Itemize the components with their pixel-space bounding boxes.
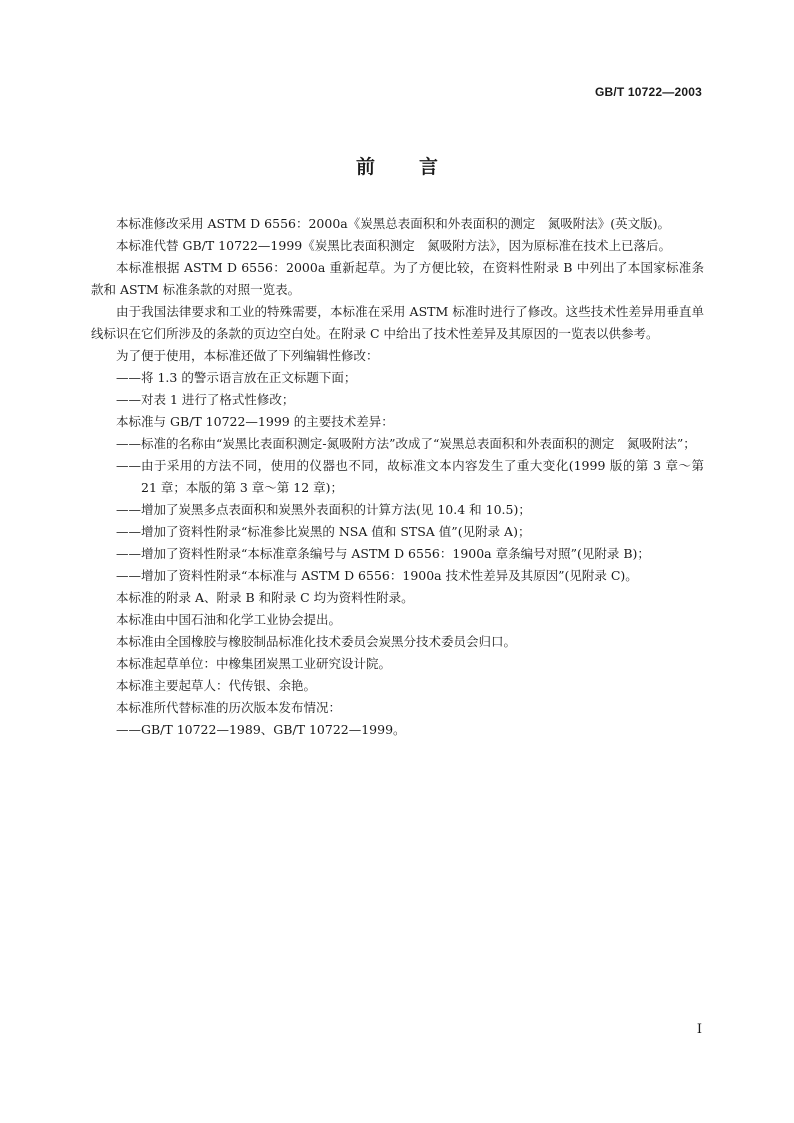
page-number: I [696,1022,702,1037]
paragraph: 本标准由中国石油和化学工业协会提出。 [116,612,342,627]
dash-mark: —— [116,546,141,561]
list-item-text: 由于采用的方法不同，使用的仪器也不同，故标准文本内容发生了重大变化(1999 版的第 3 章～第 21 章；本版的第 3 章～第 12 章)； [141,458,704,495]
list-item [91,521,704,543]
paragraph: 本标准的附录 A、附录 B 和附录 C 均为资料性附录。 [116,590,414,605]
paragraph: 本标准由全国橡胶与橡胶制品标准化技术委员会炭黑分技术委员会归口。 [116,634,517,649]
list-item-text: 对表 1 进行了格式性修改； [141,392,295,407]
dash-mark: —— [116,524,141,539]
paragraph: 本标准起草单位：中橡集团炭黑工业研究设计院。 [116,656,392,671]
paragraph: 本标准主要起草人：代传银、余艳。 [116,678,317,693]
dash-mark: —— [116,370,141,385]
paragraph: 由于我国法律要求和工业的特殊需要，本标准在采用 ASTM 标准时进行了修改。这些技术性差异用垂直单线标识在它们所涉及的条款的页边空白处。在附录 C 中给出了技术性差异及其原因的一览表以供参考。 [91,304,704,341]
list-item [91,719,704,741]
list-item-text: 将 1.3 的警示语言放在正文标题下面； [141,370,357,385]
list-item [91,367,704,389]
paragraph: 本标准修改采用 ASTM D 6556：2000a《炭黑总表面积和外表面积的测定 氮吸附法》(英文版)。 [116,216,670,231]
paragraph: 本标准与 GB/T 10722—1999 的主要技术差异： [116,414,394,429]
dash-mark: —— [116,392,141,407]
paragraph: 本标准根据 ASTM D 6556：2000a 重新起草。为了方便比较，在资料性附录 B 中列出了本国家标准条款和 ASTM 标准条款的对照一览表。 [91,260,704,297]
dash-mark: —— [116,436,141,451]
page-title: 前言 [355,156,482,178]
list-item-text: 标准的名称由“炭黑比表面积测定-氮吸附方法”改成了“炭黑总表面积和外表面积的测定 氮吸附法”； [141,436,696,451]
list-item-text: 增加了炭黑多点表面积和炭黑外表面积的计算方法(见 10.4 和 10.5)； [141,502,531,517]
standard-code: GB/T 10722—2003 [594,85,702,99]
list-item-text: 增加了资料性附录“标准参比炭黑的 NSA 值和 STSA 值”(见附录 A)； [141,524,531,539]
paragraph: 本标准所代替标准的历次版本发布情况： [116,700,342,715]
list-item [91,565,704,587]
list-item-text: 增加了资料性附录“本标准与 ASTM D 6556：1900a 技术性差异及其原因”(见附录 C)。 [141,568,638,583]
list-item [91,543,704,565]
dash-mark: —— [116,568,141,583]
paragraph: 本标准代替 GB/T 10722—1999《炭黑比表面积测定 氮吸附方法》，因为原标准在技术上已落后。 [116,238,671,253]
list-item [91,499,704,521]
foreword-body [91,213,704,741]
list-item-text: 增加了资料性附录“本标准章条编号与 ASTM D 6556：1900a 章条编号对照”(见附录 B)； [141,546,650,561]
dash-mark: —— [116,458,141,473]
list-item [91,455,704,499]
list-item-text: GB/T 10722—1989、GB/T 10722—1999。 [141,722,406,737]
list-item [91,433,704,455]
dash-mark: —— [116,502,141,517]
dash-mark: —— [116,722,141,737]
list-item [91,389,704,411]
paragraph: 为了便于使用，本标准还做了下列编辑性修改： [116,348,379,363]
